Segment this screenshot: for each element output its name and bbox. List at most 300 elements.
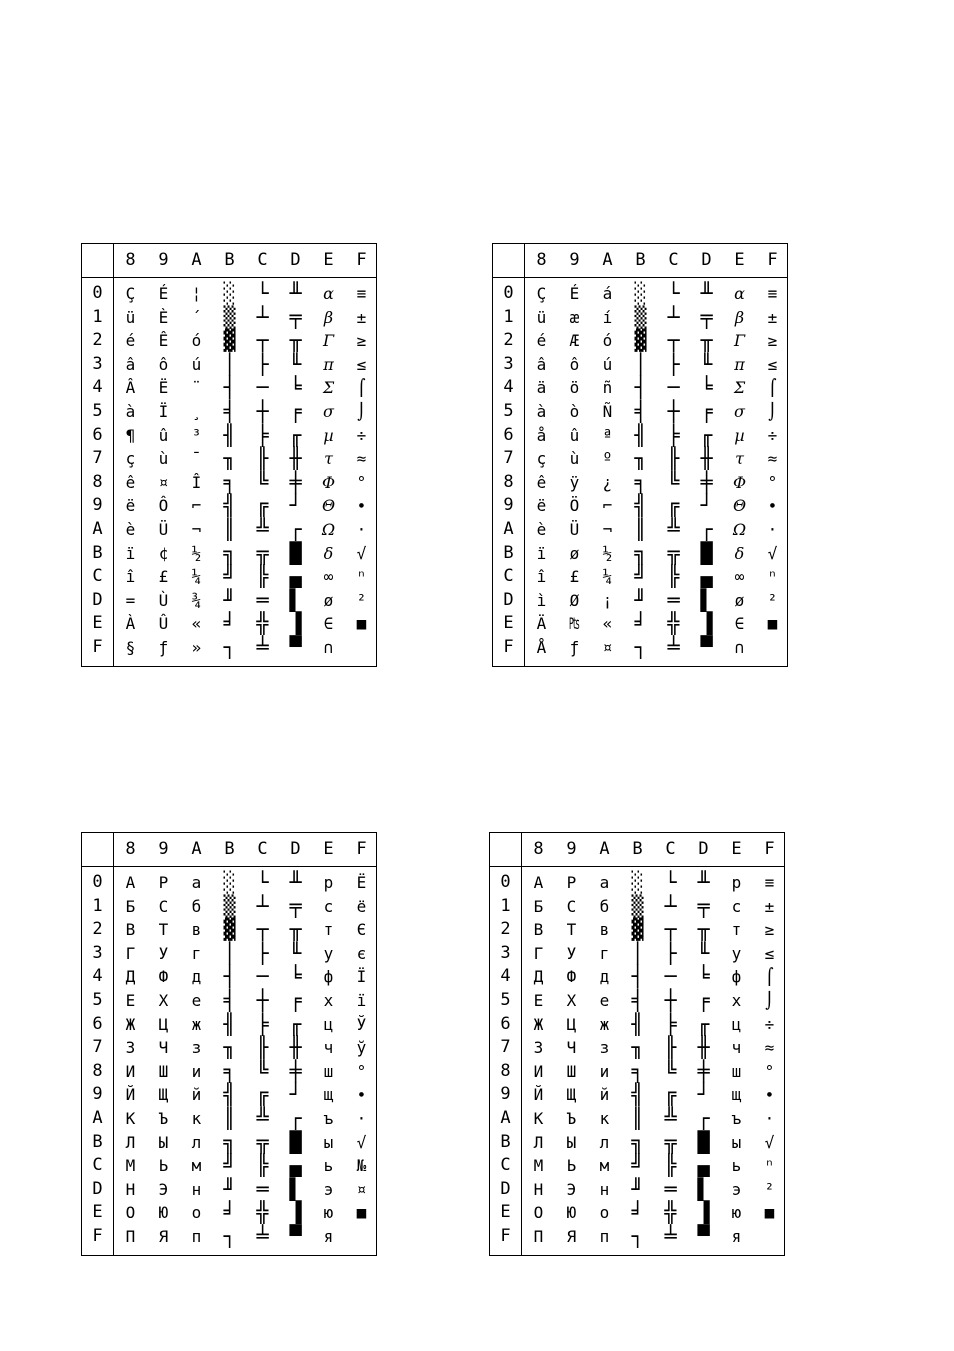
- char-cell: ╪: [697, 1058, 710, 1083]
- char-cell: П: [125, 1227, 136, 1246]
- char-cell: █: [289, 1129, 302, 1154]
- char-cell: ¾: [191, 590, 202, 610]
- char-cell: ≤: [767, 354, 778, 374]
- char-cell: ▐: [289, 611, 302, 636]
- char-cell: э: [323, 1179, 334, 1199]
- row-header: 9: [92, 495, 103, 516]
- char-cell: м: [191, 1156, 202, 1176]
- char-cell: ╪: [289, 469, 302, 494]
- row-header: 0: [503, 283, 514, 303]
- char-cell: ╡: [223, 399, 236, 423]
- char-cell: ¡: [602, 590, 613, 610]
- char-cell: ╛: [631, 1200, 644, 1225]
- char-cell: В: [533, 920, 544, 940]
- char-cell: ⌡: [356, 402, 367, 421]
- char-cell: ∩: [734, 638, 745, 657]
- char-cell: ╩: [664, 1106, 677, 1130]
- char-cell: н: [191, 1179, 202, 1199]
- char-cell: Σ: [322, 378, 335, 398]
- char-cell: И: [125, 1061, 136, 1081]
- char-cell: ≤: [356, 354, 367, 374]
- char-cell: α: [323, 284, 334, 303]
- char-cell: ╔: [256, 1082, 269, 1107]
- column-header: A: [599, 839, 610, 859]
- char-cell: Ч: [158, 1038, 169, 1058]
- char-cell: л: [191, 1132, 202, 1152]
- char-cell: ═: [667, 587, 680, 612]
- char-cell: З: [533, 1038, 544, 1058]
- char-cell: °: [764, 1061, 775, 1081]
- char-cell: ├: [667, 351, 680, 376]
- row-header: E: [92, 613, 103, 634]
- char-cell: ╫: [700, 446, 713, 471]
- char-cell: ≡: [764, 873, 775, 892]
- char-cell: √: [356, 543, 367, 563]
- char-cell: ┐: [634, 635, 647, 659]
- char-cell: ä: [536, 378, 547, 398]
- char-cell: ╤: [697, 893, 710, 918]
- char-cell: ╨: [700, 281, 713, 305]
- char-cell: Ъ: [158, 1109, 169, 1128]
- char-cell: п: [599, 1227, 610, 1246]
- char-cell: ┼: [667, 399, 680, 423]
- char-cell: µ: [323, 425, 334, 445]
- char-cell: Н: [125, 1179, 136, 1199]
- char-cell: ┴: [664, 893, 677, 918]
- char-cell: ╗: [631, 1129, 644, 1154]
- char-cell: ▓: [223, 328, 236, 353]
- char-cell: Ї: [356, 967, 367, 987]
- char-cell: ы: [731, 1132, 742, 1152]
- char-cell: ц: [731, 1014, 742, 1034]
- char-cell: °: [356, 472, 367, 492]
- char-cell: Ω: [321, 520, 336, 539]
- char-cell: ⌡: [764, 991, 775, 1010]
- char-cell: ╚: [664, 1058, 677, 1083]
- char-cell: ц: [323, 1014, 334, 1034]
- row-header: B: [92, 542, 103, 563]
- char-cell: ╢: [223, 1011, 236, 1036]
- row-header: 6: [92, 1013, 103, 1034]
- char-cell: ╜: [631, 1176, 644, 1201]
- char-cell: ═: [256, 1176, 269, 1201]
- column-header: 9: [158, 250, 169, 270]
- char-cell: ·: [764, 1109, 775, 1128]
- column-header: 8: [536, 250, 547, 270]
- char-cell: ù: [158, 449, 169, 469]
- char-cell: ┌: [289, 1106, 302, 1130]
- char-cell: â: [536, 354, 547, 374]
- char-cell: ╟: [256, 446, 269, 471]
- char-cell: Ù: [158, 590, 169, 610]
- char-cell: ½: [191, 543, 202, 563]
- char-cell: ┤: [631, 964, 644, 989]
- char-cell: ┼: [256, 399, 269, 423]
- row-header: 5: [500, 990, 511, 1010]
- char-cell: «: [602, 614, 613, 634]
- column-header: 9: [569, 250, 580, 270]
- row-header: B: [503, 542, 514, 563]
- column-header: B: [632, 839, 643, 859]
- char-cell: ë: [125, 496, 136, 516]
- char-cell: ╟: [667, 446, 680, 471]
- char-cell: ╡: [634, 399, 647, 423]
- row-header: 0: [500, 872, 511, 892]
- char-cell: ╗: [634, 540, 647, 565]
- char-cell: б: [191, 896, 202, 916]
- char-cell: ╓: [289, 422, 302, 447]
- column-header: C: [668, 250, 679, 270]
- char-cell: «: [191, 614, 202, 634]
- char-cell: ì: [536, 590, 547, 610]
- char-cell: [345, 1225, 378, 1248]
- char-cell: Р: [158, 873, 169, 892]
- char-cell: ф: [323, 967, 334, 987]
- char-cell: Ж: [125, 1014, 136, 1034]
- char-cell: ╥: [289, 917, 302, 942]
- char-cell: ó: [191, 331, 202, 351]
- char-cell: ж: [599, 1014, 610, 1034]
- char-cell: î: [125, 567, 136, 587]
- char-cell: ▀: [700, 635, 713, 659]
- char-cell: ╕: [634, 469, 647, 494]
- char-cell: ö: [569, 378, 580, 398]
- char-cell: ¬: [602, 520, 613, 539]
- char-cell: ¿: [602, 472, 613, 492]
- char-cell: ²: [764, 1179, 775, 1199]
- char-cell: ü: [125, 307, 136, 327]
- char-cell: Й: [125, 1085, 136, 1105]
- char-cell: ■: [767, 614, 778, 634]
- char-cell: а: [599, 873, 610, 892]
- header-divider: [82, 277, 376, 278]
- char-cell: К: [533, 1109, 544, 1128]
- row-header: D: [92, 1178, 103, 1199]
- char-cell: ï: [536, 543, 547, 563]
- char-cell: Я: [158, 1227, 169, 1246]
- row-header: 6: [500, 1013, 511, 1034]
- char-cell: █: [289, 540, 302, 565]
- char-cell: ╔: [667, 493, 680, 518]
- char-cell: ≈: [356, 449, 367, 469]
- char-cell: Ъ: [566, 1109, 577, 1128]
- char-cell: ƒ: [569, 638, 580, 657]
- char-cell: ═: [664, 1176, 677, 1201]
- char-cell: ⌠: [356, 378, 367, 398]
- char-cell: ≥: [767, 331, 778, 351]
- char-cell: α: [734, 284, 745, 303]
- row-header: 2: [92, 330, 103, 351]
- char-cell: á: [602, 284, 613, 303]
- char-cell: ╣: [223, 1082, 236, 1107]
- char-cell: ъ: [323, 1109, 334, 1128]
- char-cell: ∙: [767, 496, 778, 516]
- row-header: D: [92, 589, 103, 610]
- char-cell: М: [125, 1156, 136, 1176]
- row-header: 5: [92, 401, 103, 421]
- char-cell: Θ: [321, 496, 336, 516]
- char-cell: î: [536, 567, 547, 587]
- char-cell: ╫: [289, 446, 302, 471]
- char-cell: ■: [764, 1203, 775, 1223]
- char-cell: ╢: [223, 422, 236, 447]
- char-cell: ╓: [289, 1011, 302, 1036]
- char-cell: ≡: [356, 284, 367, 303]
- column-header: A: [602, 250, 613, 270]
- char-cell: └: [667, 281, 680, 305]
- char-cell: ╡: [223, 988, 236, 1012]
- char-cell: р: [323, 873, 334, 892]
- char-cell: ╩: [256, 517, 269, 541]
- char-cell: ≈: [764, 1038, 775, 1058]
- char-cell: Û: [158, 614, 169, 634]
- char-cell: ÷: [767, 425, 778, 445]
- row-header: 1: [503, 306, 514, 327]
- char-cell: §: [125, 638, 136, 657]
- char-cell: п: [191, 1227, 202, 1246]
- char-cell: я: [323, 1227, 334, 1246]
- char-cell: ·: [356, 520, 367, 539]
- char-cell: ╣: [631, 1082, 644, 1107]
- char-cell: ╗: [223, 540, 236, 565]
- char-cell: с: [323, 896, 334, 916]
- char-cell: щ: [731, 1085, 742, 1105]
- char-cell: ¼: [602, 567, 613, 587]
- char-cell: í: [602, 307, 613, 327]
- char-cell: ╫: [697, 1035, 710, 1060]
- char-cell: ¤: [602, 638, 613, 657]
- char-cell: º: [602, 449, 613, 469]
- char-cell: ▌: [289, 1176, 302, 1201]
- char-cell: ±: [356, 307, 367, 327]
- char-cell: σ: [323, 402, 334, 421]
- char-cell: ´: [191, 307, 202, 327]
- char-cell: ü: [536, 307, 547, 327]
- char-cell: ╖: [631, 1035, 644, 1060]
- char-cell: ╠: [664, 1153, 677, 1178]
- char-cell: ⌠: [767, 378, 778, 398]
- char-cell: ╬: [664, 1200, 677, 1225]
- row-header: 2: [92, 919, 103, 940]
- char-cell: β: [734, 307, 745, 327]
- row-header: 9: [503, 495, 514, 516]
- row-header: 7: [92, 448, 103, 469]
- char-cell: √: [764, 1132, 775, 1152]
- char-cell: ┌: [700, 517, 713, 541]
- char-cell: К: [125, 1109, 136, 1128]
- char-cell: Ç: [125, 284, 136, 303]
- char-cell: √: [356, 1132, 367, 1152]
- char-cell: ⌐: [602, 496, 613, 516]
- char-cell: ┘: [700, 493, 713, 518]
- char-cell: ê: [125, 472, 136, 492]
- char-cell: ┌: [289, 517, 302, 541]
- row-header: C: [92, 566, 103, 587]
- char-cell: ├: [664, 940, 677, 965]
- char-cell: σ: [734, 402, 745, 421]
- char-cell: ⁿ: [767, 567, 778, 587]
- row-header: F: [503, 637, 514, 657]
- char-cell: ñ: [602, 378, 613, 398]
- char-cell: м: [599, 1156, 610, 1176]
- char-cell: À: [125, 614, 136, 634]
- char-cell: ¶: [125, 425, 136, 445]
- char-cell: å: [536, 425, 547, 445]
- char-cell: ô: [569, 354, 580, 374]
- row-header: 0: [92, 872, 103, 892]
- char-cell: ▓: [631, 917, 644, 942]
- row-header: 2: [500, 919, 511, 940]
- char-cell: ь: [323, 1156, 334, 1176]
- char-cell: ┼: [256, 988, 269, 1012]
- column-header: 8: [125, 839, 136, 859]
- char-cell: ô: [158, 354, 169, 374]
- char-cell: Х: [158, 991, 169, 1010]
- char-cell: ┬: [667, 328, 680, 353]
- row-header: 8: [92, 471, 103, 492]
- char-cell: [345, 636, 378, 659]
- char-cell: ╚: [256, 469, 269, 494]
- char-cell: ё: [356, 896, 367, 916]
- char-cell: Ц: [158, 1014, 169, 1034]
- char-cell: ¤: [356, 1179, 367, 1199]
- char-cell: ±: [767, 307, 778, 327]
- char-cell: ╢: [631, 1011, 644, 1036]
- char-cell: ∈: [323, 614, 334, 634]
- char-cell: ┐: [631, 1224, 644, 1248]
- char-cell: Ф: [566, 967, 577, 987]
- char-cell: ¬: [191, 520, 202, 539]
- column-header: 8: [533, 839, 544, 859]
- char-cell: Т: [566, 920, 577, 940]
- char-cell: ²: [767, 590, 778, 610]
- char-cell: ╙: [697, 940, 710, 965]
- char-cell: ■: [356, 614, 367, 634]
- char-cell: к: [599, 1109, 610, 1128]
- char-cell: д: [191, 967, 202, 987]
- row-header: 3: [92, 942, 103, 963]
- row-header: 5: [503, 401, 514, 421]
- row-header: 7: [503, 448, 514, 469]
- char-cell: É: [569, 284, 580, 303]
- char-cell: ╥: [700, 328, 713, 353]
- char-cell: ў: [356, 1038, 367, 1058]
- char-cell: ú: [602, 354, 613, 374]
- char-cell: ╤: [289, 304, 302, 329]
- char-cell: Å: [536, 638, 547, 657]
- char-cell: Й: [533, 1085, 544, 1105]
- char-cell: δ: [734, 543, 745, 563]
- char-cell: ·: [356, 1109, 367, 1128]
- char-cell: █: [697, 1129, 710, 1154]
- row-header: 7: [92, 1037, 103, 1058]
- char-cell: Ю: [158, 1203, 169, 1223]
- row-header: 8: [92, 1060, 103, 1081]
- char-cell: ê: [536, 472, 547, 492]
- char-cell: È: [158, 307, 169, 327]
- char-cell: ╫: [289, 1035, 302, 1060]
- char-cell: ч: [731, 1038, 742, 1058]
- column-header: B: [224, 250, 235, 270]
- char-cell: и: [599, 1061, 610, 1081]
- char-cell: з: [599, 1038, 610, 1058]
- row-header: F: [92, 1226, 103, 1246]
- char-cell: ³: [191, 425, 202, 445]
- char-cell: ▌: [289, 587, 302, 612]
- char-cell: ╚: [256, 1058, 269, 1083]
- char-cell: ъ: [731, 1109, 742, 1128]
- row-header: A: [92, 519, 103, 539]
- char-cell: О: [125, 1203, 136, 1223]
- char-cell: Ў: [356, 1014, 367, 1034]
- char-cell: ┬: [256, 917, 269, 942]
- char-cell: ┘: [697, 1082, 710, 1107]
- column-header: B: [224, 839, 235, 859]
- char-cell: ■: [356, 1203, 367, 1223]
- column-header: D: [290, 839, 301, 859]
- column-header: B: [635, 250, 646, 270]
- char-cell: └: [664, 870, 677, 894]
- char-cell: ┬: [256, 328, 269, 353]
- char-cell: ░: [223, 281, 236, 305]
- char-cell: х: [323, 991, 334, 1010]
- char-cell: Ü: [569, 520, 580, 539]
- row-header: 2: [503, 330, 514, 351]
- char-cell: ╧: [256, 635, 269, 659]
- char-cell: Ш: [158, 1061, 169, 1081]
- char-cell: Ь: [158, 1156, 169, 1176]
- row-header: D: [500, 1178, 511, 1199]
- char-cell: ║: [223, 517, 236, 541]
- char-cell: ▄: [697, 1153, 710, 1178]
- char-cell: ╨: [697, 870, 710, 894]
- char-cell: л: [599, 1132, 610, 1152]
- char-cell: Щ: [158, 1085, 169, 1105]
- char-cell: ├: [256, 351, 269, 376]
- char-cell: ░: [223, 870, 236, 894]
- char-cell: ÿ: [569, 472, 580, 492]
- char-cell: Т: [158, 920, 169, 940]
- char-cell: ╖: [223, 1035, 236, 1060]
- char-cell: ╖: [223, 446, 236, 471]
- char-cell: ▒: [634, 304, 647, 329]
- char-cell: è: [125, 520, 136, 539]
- char-cell: т: [323, 920, 334, 940]
- char-cell: ║: [631, 1106, 644, 1130]
- char-cell: à: [536, 402, 547, 421]
- char-cell: é: [536, 331, 547, 351]
- row-header: 9: [500, 1084, 511, 1105]
- char-cell: û: [158, 425, 169, 445]
- char-cell: ▒: [223, 304, 236, 329]
- char-cell: ▄: [289, 1153, 302, 1178]
- row-header: 1: [500, 895, 511, 916]
- char-cell: ±: [764, 896, 775, 916]
- char-cell: С: [566, 896, 577, 916]
- char-cell: о: [191, 1203, 202, 1223]
- char-cell: ë: [536, 496, 547, 516]
- char-cell: з: [191, 1038, 202, 1058]
- char-cell: ┐: [223, 635, 236, 659]
- char-cell: à: [125, 402, 136, 421]
- char-cell: ╨: [289, 870, 302, 894]
- char-cell: ╕: [631, 1058, 644, 1083]
- row-header: 3: [503, 353, 514, 374]
- char-cell: ø: [734, 590, 745, 610]
- char-cell: │: [631, 940, 644, 965]
- char-cell: Г: [125, 943, 136, 963]
- row-header: B: [500, 1131, 511, 1152]
